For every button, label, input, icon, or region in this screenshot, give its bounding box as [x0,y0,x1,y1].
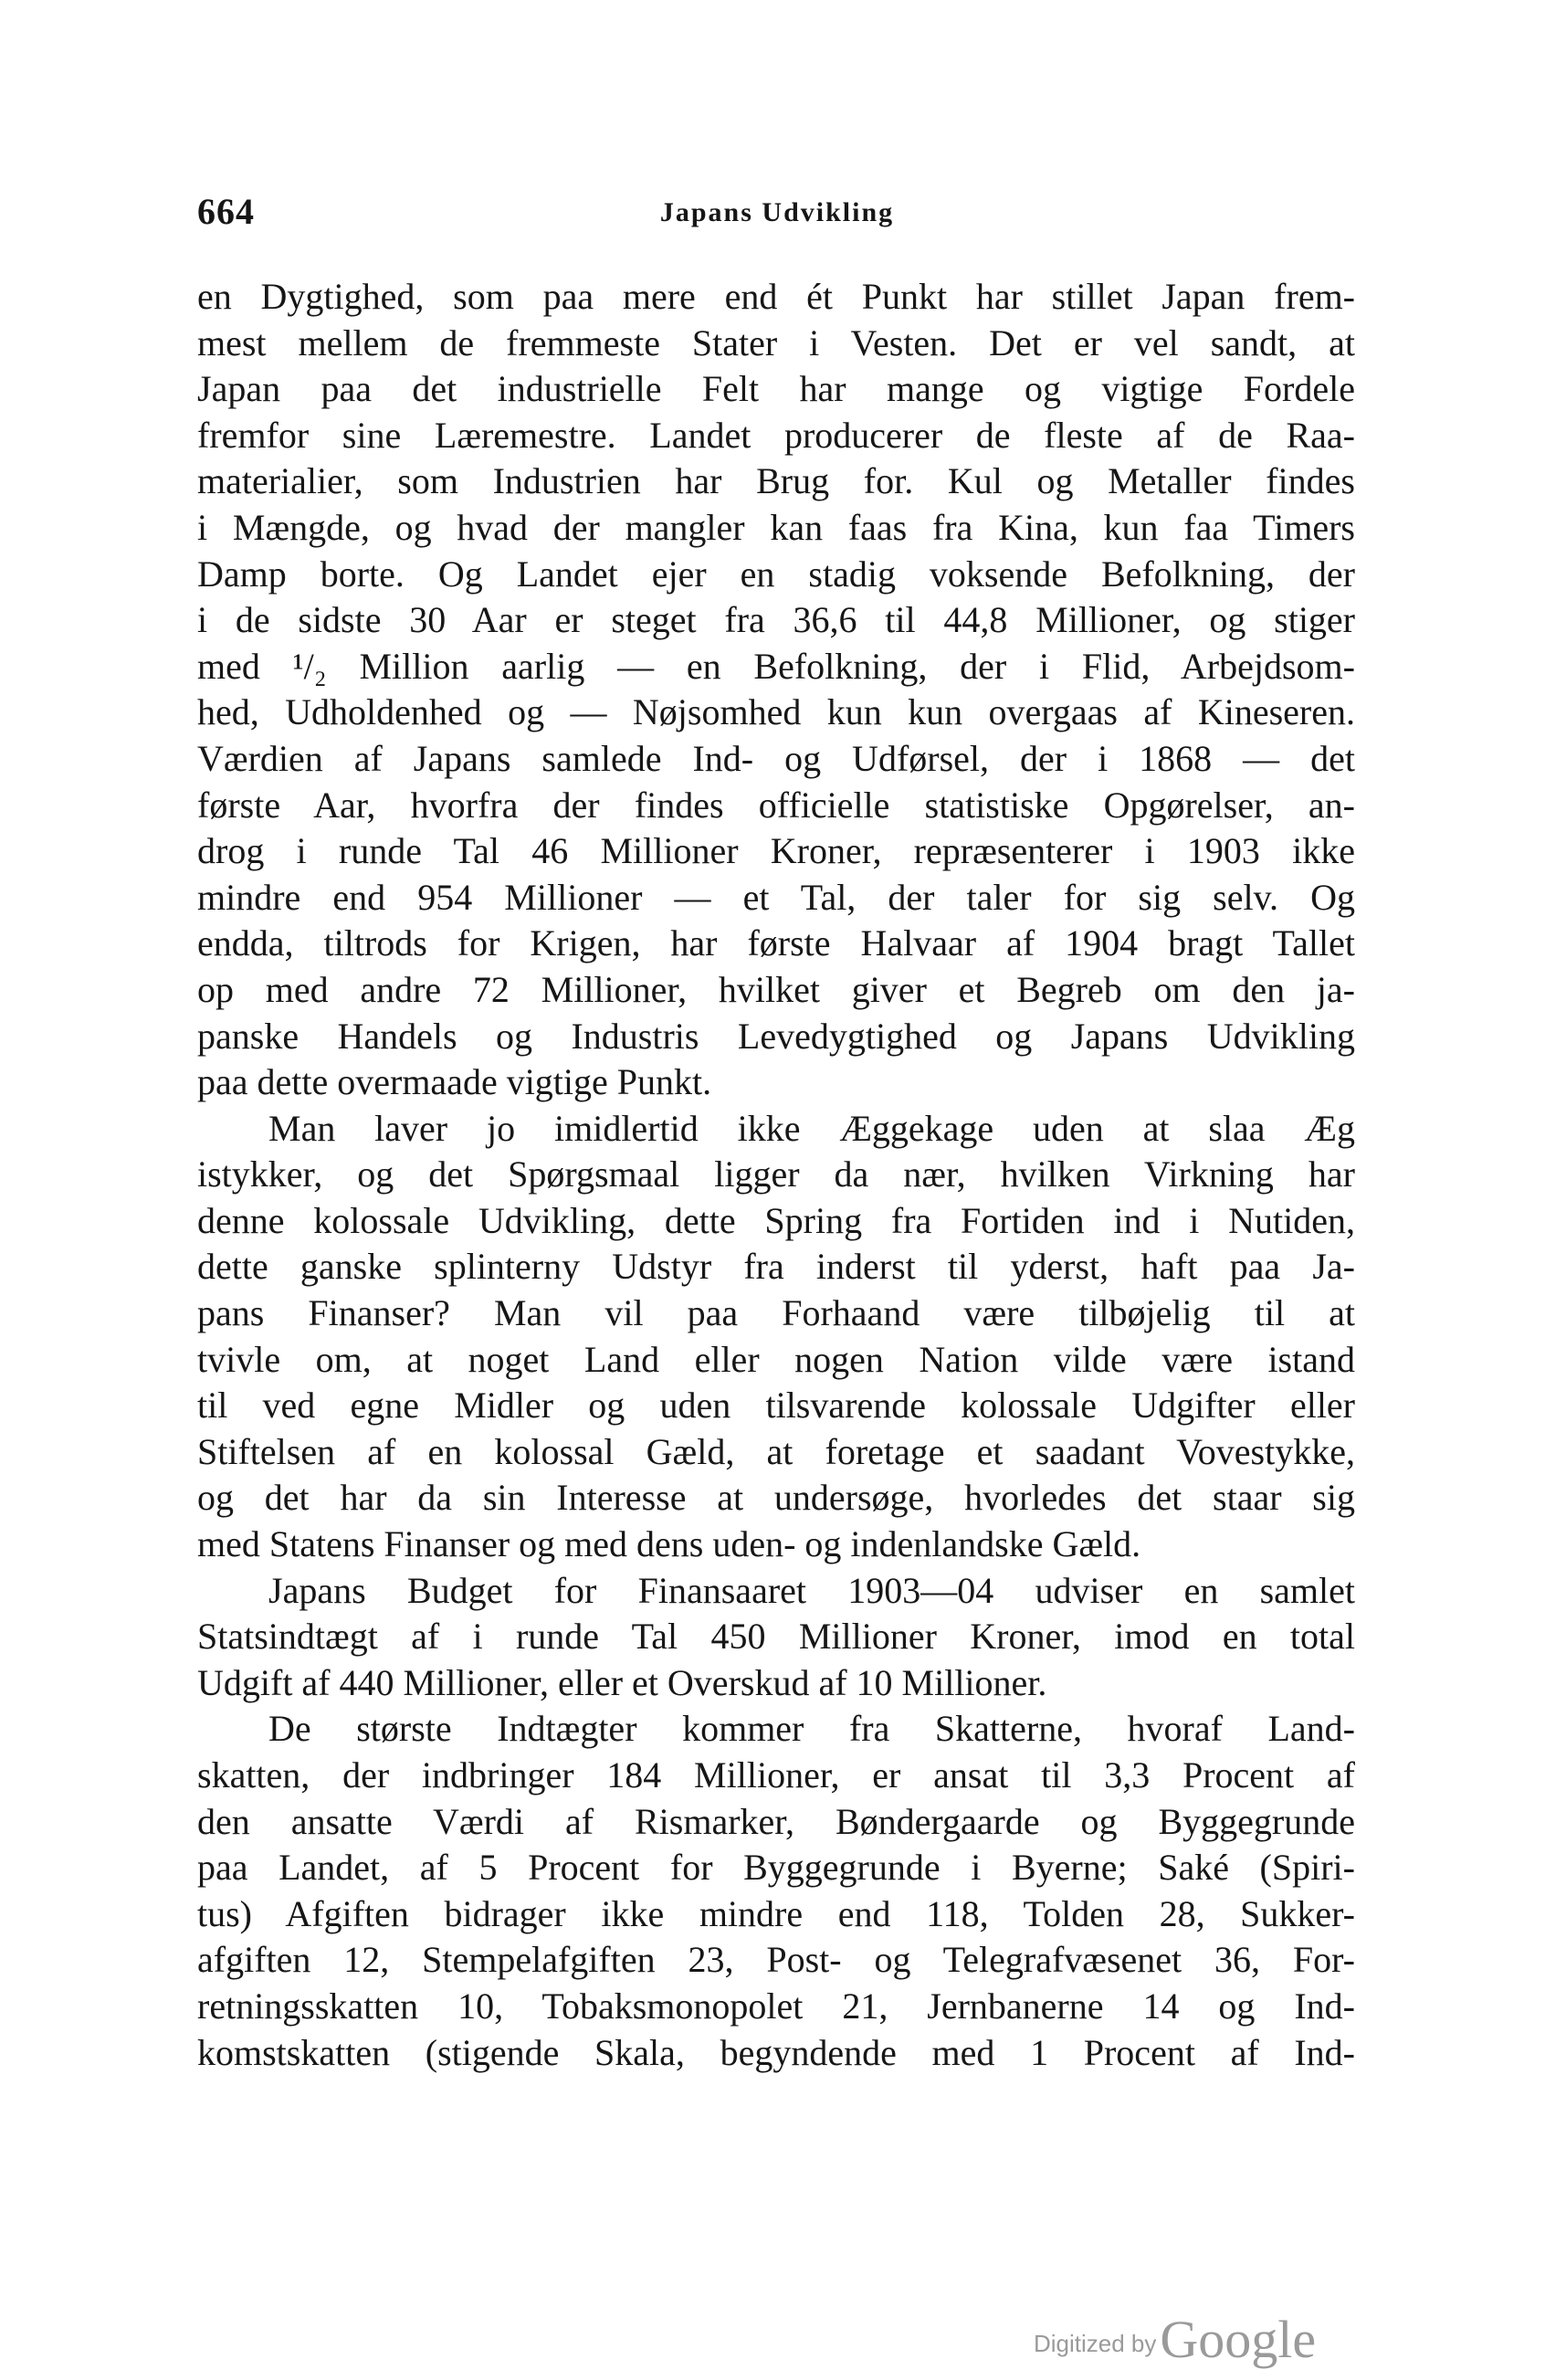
text-line: fremfor sine Læremestre. Landet producerer de fleste af de Raa- [197,414,1355,456]
text-line: Statsindtægt af i runde Tal 450 Millioner Kroner, imod en total [197,1616,1355,1658]
text-line: Damp borte. Og Landet ejer en stadig voksende Befolkning, der [197,553,1355,595]
text-line: retningsskatten 10, Tobaksmonopolet 21, Jernbanerne 14 og Ind- [197,1985,1355,2027]
text-line: Japans Budget for Finansaaret 1903—04 udviser en samlet [268,1569,1355,1611]
digitized-watermark [1034,2309,1316,2370]
text-line: mest mellem de fremmeste Stater i Vesten. Det er vel sandt, at [197,321,1355,363]
text-line: istykker, og det Spørgsmaal ligger da nær, hvilken Virkning har [197,1153,1355,1195]
text-line: første Aar, hvorfra der findes officielle statistiske Opgørelser, an- [197,784,1355,826]
text-line: tus) Afgiften bidrager ikke mindre end 118, Tolden 28, Sukker- [197,1892,1355,1934]
page-number: 664 [197,191,255,232]
text-line: i de sidste 30 Aar er steget fra 36,6 til 44,8 Millioner, og stiger [197,599,1355,641]
text-line: til ved egne Midler og uden tilsvarende kolossale Udgifter eller [197,1385,1355,1427]
text-line: med Statens Finanser og med dens uden- og indenlandske Gæld. [197,1523,1141,1565]
google-logo: Google [1160,2310,1317,2369]
text-line: paa Landet, af 5 Procent for Byggegrunde i Byerne; Saké (Spiri- [197,1847,1355,1889]
text-line: og det har da sin Interesse at undersøge, hvorledes det staar sig [197,1477,1355,1519]
text-line: Japan paa det industrielle Felt har mange og vigtige Fordele [197,368,1355,410]
text-line: dette ganske splinterny Udstyr fra inderst til yderst, haft paa Ja- [197,1246,1355,1288]
text-line: skatten, der indbringer 184 Millioner, er ansat til 3,3 Procent af [197,1754,1355,1796]
text-line: op med andre 72 Millioner, hvilket giver et Begreb om den ja- [197,968,1355,1010]
text-line: i Mængde, og hvad der mangler kan faas fra Kina, kun faa Timers [197,506,1355,548]
text-line: pans Finanser? Man vil paa Forhaand være tilbøjelig til at [197,1292,1355,1334]
text-line: den ansatte Værdi af Rismarker, Bøndergaarde og Byggegrunde [197,1800,1355,1842]
text-line: med ¹/₂ Million aarlig — en Befolkning, der i Flid, Arbejdsom- [197,645,1355,687]
text-line: komstskatten (stigende Skala, begyndende med 1 Procent af Ind- [197,2031,1355,2073]
text-line: tvivle om, at noget Land eller nogen Nation vilde være istand [197,1338,1355,1380]
text-line: panske Handels og Industris Levedygtighed og Japans Udvikling [197,1015,1355,1057]
text-line: materialier, som Industrien har Brug for. Kul og Metaller findes [197,460,1355,502]
text-line: afgiften 12, Stempelafgiften 23, Post- og Telegrafvæsenet 36, For- [197,1939,1355,1981]
text-line: denne kolossale Udvikling, dette Spring fra Fortiden ind i Nutiden, [197,1199,1355,1241]
text-line: Stiftelsen af en kolossal Gæld, at foretage et saadant Vovestykke, [197,1430,1355,1472]
text-line: en Dygtighed, som paa mere end ét Punkt har stillet Japan frem- [197,276,1355,317]
running-title: Japans Udvikling [659,197,895,227]
text-line: drog i runde Tal 46 Millioner Kroner, repræsenterer i 1903 ikke [197,830,1355,872]
text-line: endda, tiltrods for Krigen, har første Halvaar af 1904 bragt Tallet [197,922,1355,964]
text-line: De største Indtægter kommer fra Skatterne, hvoraf Land- [268,1708,1355,1750]
text-line: mindre end 954 Millioner — et Tal, der taler for sig selv. Og [197,876,1355,918]
page-header [197,190,1357,245]
text-line: hed, Udholdenhed og — Nøjsomhed kun kun overgaas af Kineseren. [197,691,1355,733]
text-line: Man laver jo imidlertid ikke Æggekage uden at slaa Æg [268,1107,1355,1149]
body-text [197,274,1355,2076]
text-line: Værdien af Japans samlede Ind- og Udførsel, der i 1868 — det [197,737,1355,779]
text-line: paa dette overmaade vigtige Punkt. [197,1061,712,1103]
digitized-by-text: Digitized by [1034,2330,1157,2357]
text-line: Udgift af 440 Millioner, eller et Overskud af 10 Millioner. [197,1661,1047,1703]
